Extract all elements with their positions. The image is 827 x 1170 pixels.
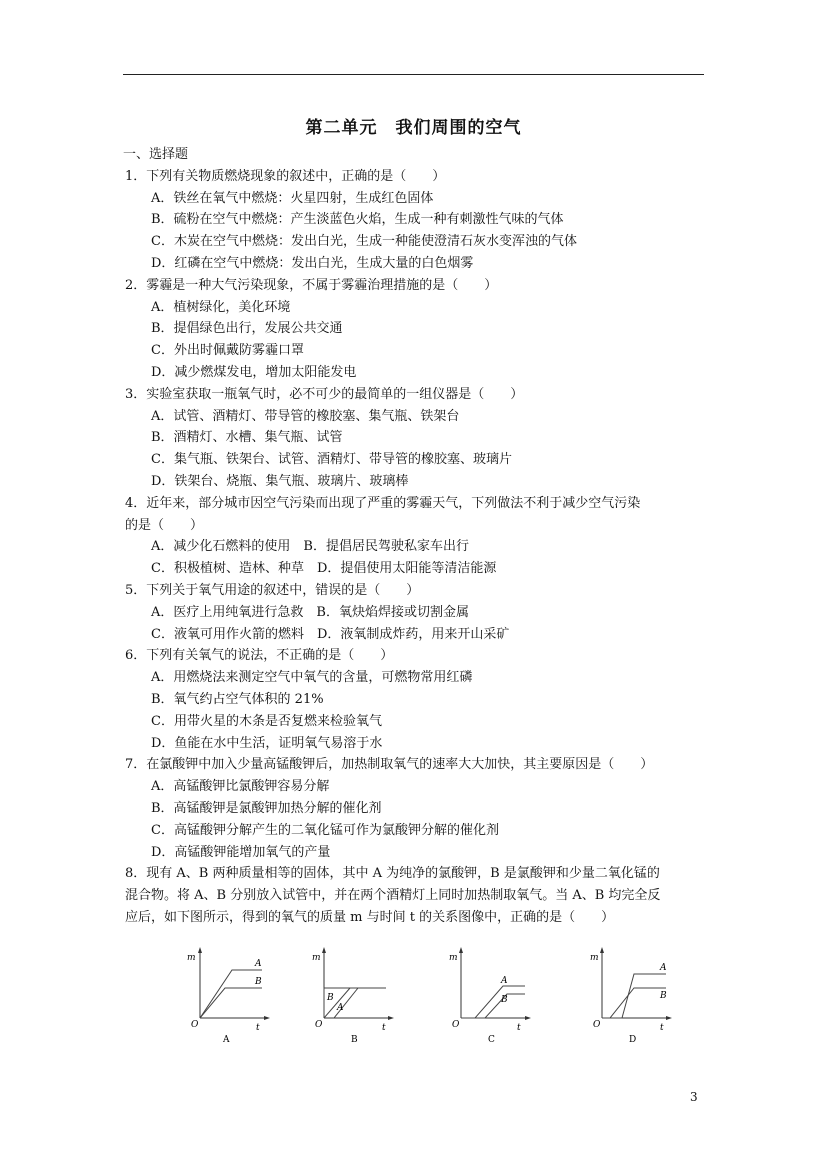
question-line: 3．实验室获取一瓶氧气时，必不可少的最简单的一组仪器是（ ） xyxy=(125,386,524,402)
option-line: A．植树绿化，美化环境 xyxy=(151,299,291,315)
option-line: D．铁架台、烧瓶、集气瓶、玻璃片、玻璃棒 xyxy=(151,473,409,489)
y-axis-label: m xyxy=(187,953,196,963)
figure-label: C xyxy=(488,1035,495,1045)
curve-b-label: B xyxy=(255,977,262,987)
graph-b xyxy=(310,940,400,1045)
curve-a-label: A xyxy=(501,976,508,986)
graph-c xyxy=(445,940,535,1045)
option-line: C．积极植树、造林、种草 D．提倡使用太阳能等清洁能源 xyxy=(151,561,497,577)
question-line: 6．下列有关氧气的说法，不正确的是（ ） xyxy=(125,648,394,664)
option-line: A．用燃烧法来测定空气中氧气的含量，可燃物常用红磷 xyxy=(151,670,473,686)
question-line: 混合物。将 A、B 分别放入试管中，并在两个酒精灯上同时加热制取氧气。当 A、B 均完全反 xyxy=(125,888,661,904)
origin-label: O xyxy=(452,1020,460,1030)
question-list xyxy=(123,144,705,929)
option-line: B．酒精灯、水槽、集气瓶、试管 xyxy=(151,430,343,446)
curve-b-label: B xyxy=(660,991,667,1001)
option-line: A．医疗上用纯氧进行急救 B．氧炔焰焊接或切割金属 xyxy=(151,604,469,620)
curve-a-label: A xyxy=(255,959,262,969)
question-line: 应后，如下图所示，得到的氧气的质量 m 与时间 t 的关系图像中，正确的是（ ） xyxy=(125,909,615,925)
option-line: D．红磷在空气中燃烧：发出白光，生成大量的白色烟雾 xyxy=(151,255,474,271)
curve-b-label: B xyxy=(327,993,334,1003)
question-line: 8．现有 A、B 两种质量相等的固体，其中 A 为纯净的氯酸钾，B 是氯酸钾和少量二氧化锰的 xyxy=(125,866,660,882)
y-axis-label: m xyxy=(590,953,599,963)
option-line: C．用带火星的木条是否复燃来检验氧气 xyxy=(151,713,382,729)
question-line: 4．近年来，部分城市因空气污染而出现了严重的雾霾天气，下列做法不利于减少空气污染 xyxy=(125,495,641,511)
option-line: A．铁丝在氧气中燃烧：火星四射，生成红色固体 xyxy=(151,190,434,206)
option-line: B．高锰酸钾是氯酸钾加热分解的催化剂 xyxy=(151,800,382,816)
origin-label: O xyxy=(315,1020,323,1030)
x-axis-label: t xyxy=(660,1023,664,1033)
option-line: C．集气瓶、铁架台、试管、酒精灯、带导管的橡胶塞、玻璃片 xyxy=(151,452,512,468)
question-line: 的是（ ） xyxy=(125,517,204,533)
graph-a xyxy=(180,940,270,1045)
curve-a-label: A xyxy=(337,1003,344,1013)
question-line: 7．在氯酸钾中加入少量高锰酸钾后，加热制取氧气的速率大大加快，其主要原因是（ ） xyxy=(125,757,654,773)
question-line: 2．雾霾是一种大气污染现象，不属于雾霾治理措施的是（ ） xyxy=(125,277,498,293)
figure-label: A xyxy=(223,1035,230,1045)
graph-d xyxy=(588,940,678,1045)
x-axis-label: t xyxy=(256,1023,260,1033)
figure-label: B xyxy=(351,1035,358,1045)
question-line: 5．下列关于氧气用途的叙述中，错误的是（ ） xyxy=(125,582,420,598)
question-line: 1．下列有关物质燃烧现象的叙述中，正确的是（ ） xyxy=(125,168,446,184)
option-line: D．高锰酸钾能增加氧气的产量 xyxy=(151,844,331,860)
figure-label: D xyxy=(629,1035,637,1045)
y-axis-label: m xyxy=(449,953,458,963)
question-lines xyxy=(123,166,705,929)
option-line: B．提倡绿色出行，发展公共交通 xyxy=(151,321,343,337)
origin-label: O xyxy=(593,1020,601,1030)
page-number: 3 xyxy=(690,1090,698,1104)
curve-b-label: B xyxy=(501,995,508,1005)
option-line: A．试管、酒精灯、带导管的橡胶塞、集气瓶、铁架台 xyxy=(151,408,460,424)
option-line: C．木炭在空气中燃烧：发出白光，生成一种能使澄清石灰水变浑浊的气体 xyxy=(151,234,577,250)
option-line: D．鱼能在水中生活，证明氧气易溶于水 xyxy=(151,735,383,751)
origin-label: O xyxy=(191,1020,199,1030)
option-line: C．高锰酸钾分解产生的二氧化锰可作为氯酸钾分解的催化剂 xyxy=(151,822,499,838)
option-line: D．减少燃煤发电，增加太阳能发电 xyxy=(151,364,357,380)
curve-a-label: A xyxy=(660,963,667,973)
option-line: B．氧气约占空气体积的 21% xyxy=(151,691,324,707)
option-line: B．硫粉在空气中燃烧：产生淡蓝色火焰，生成一种有刺激性气味的气体 xyxy=(151,212,564,228)
x-axis-label: t xyxy=(382,1023,386,1033)
option-line: A．高锰酸钾比氯酸钾容易分解 xyxy=(151,779,330,795)
figure-row xyxy=(180,940,680,1045)
section-heading: 一、选择题 xyxy=(123,147,189,162)
header-rule xyxy=(123,74,704,75)
option-line: A．减少化石燃料的使用 B．提倡居民驾驶私家车出行 xyxy=(151,539,469,555)
option-line: C．液氧可用作火箭的燃料 D．液氧制成炸药，用来开山采矿 xyxy=(151,626,510,642)
y-axis-label: m xyxy=(312,953,321,963)
x-axis-label: t xyxy=(517,1023,521,1033)
page-title: 第二单元 我们周围的空气 xyxy=(305,118,522,138)
option-line: C．外出时佩戴防雾霾口罩 xyxy=(151,343,304,359)
